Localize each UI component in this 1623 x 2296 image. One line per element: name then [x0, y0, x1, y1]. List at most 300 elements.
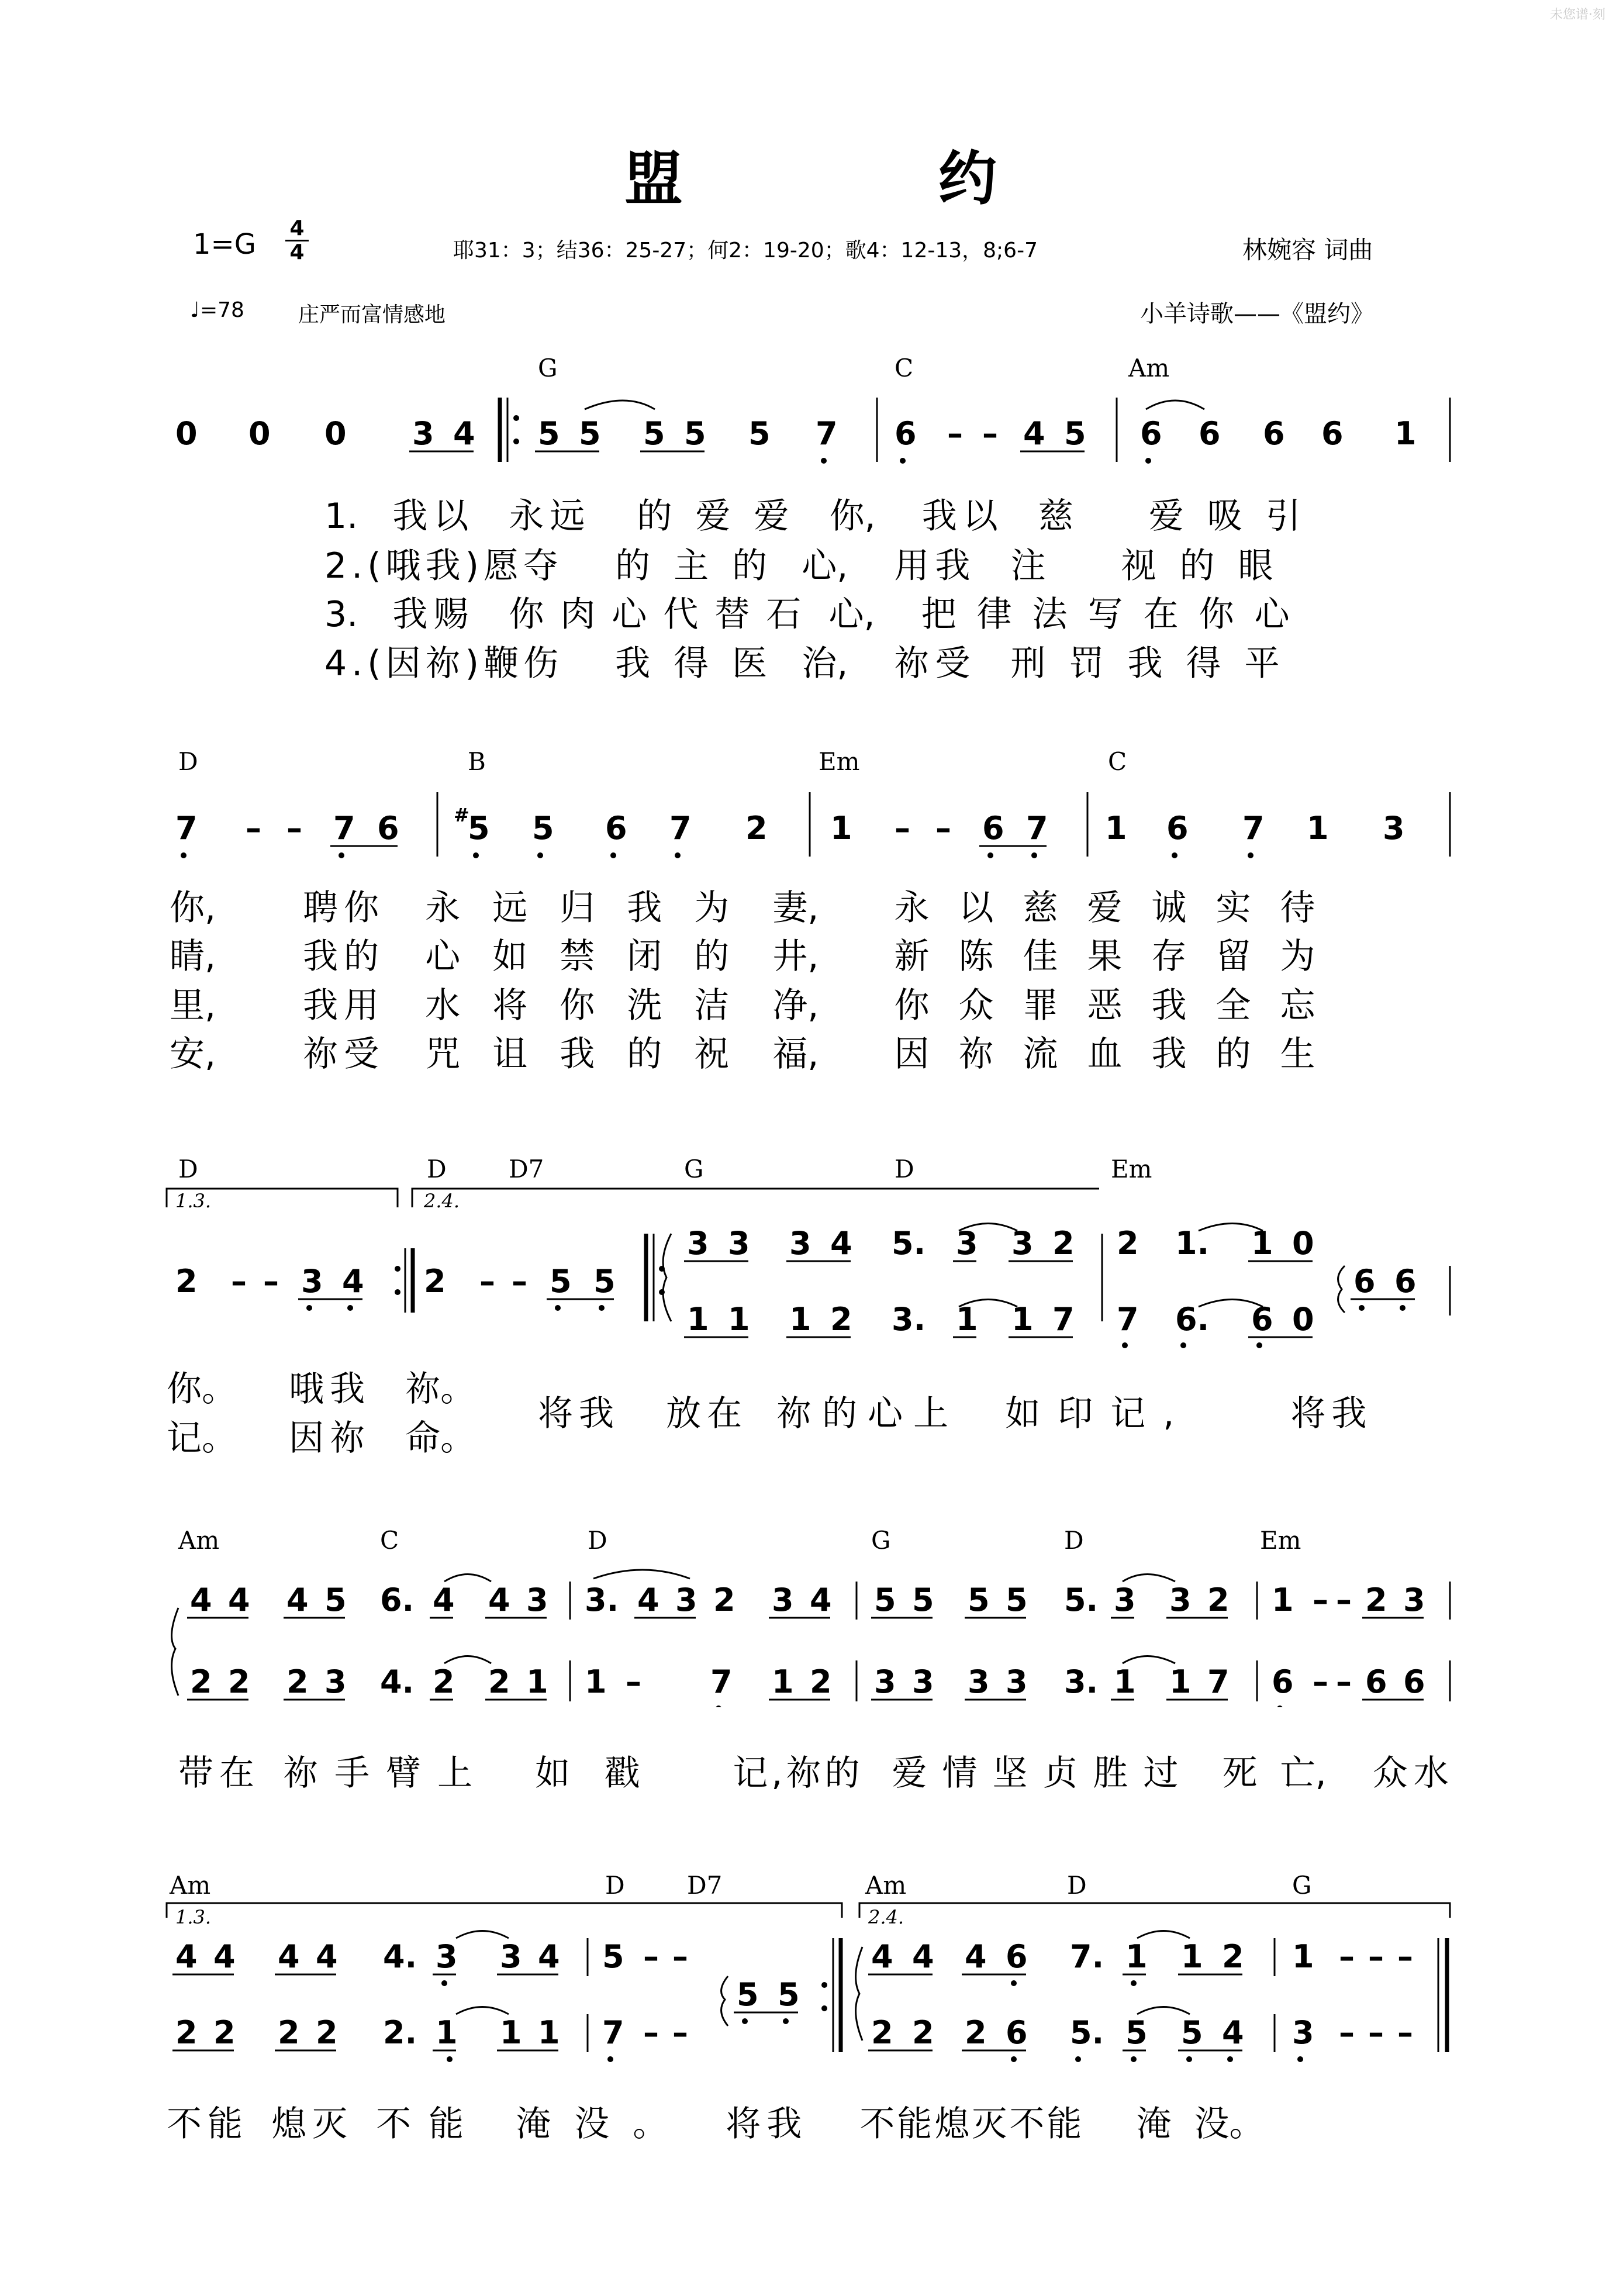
note: 3 — [687, 1225, 709, 1262]
lyric: 我赐 — [392, 594, 475, 635]
note: 5. — [1064, 1582, 1099, 1618]
note: 7 — [602, 2014, 624, 2051]
note: 2 — [213, 2014, 236, 2051]
note: 1 — [436, 2014, 458, 2051]
lyrics-v3 — [324, 586, 1310, 637]
note: 7. — [1070, 1938, 1104, 1975]
chord-label: Em — [1111, 1155, 1152, 1183]
note: 1 — [1181, 1938, 1203, 1975]
note: 5 — [1064, 415, 1086, 452]
lyric: 4.(因祢)鞭伤 — [324, 643, 564, 684]
note: 2 — [1117, 1225, 1139, 1262]
lyric: 把律法写在你心 — [921, 594, 1310, 635]
note: 1 — [1125, 1938, 1148, 1975]
dash: – — [935, 810, 951, 847]
note: 6 — [1140, 415, 1162, 452]
lyric: 聘你 — [303, 888, 385, 928]
note: 3 — [324, 1663, 347, 1700]
lyric: 爱吸引 — [1148, 496, 1324, 537]
chord-label: Em — [1260, 1526, 1301, 1555]
note: 4. — [383, 1938, 417, 1975]
chord-label: D — [588, 1526, 607, 1555]
chord-label: Am — [865, 1871, 907, 1900]
note-row — [175, 415, 1417, 452]
repeat-dots — [821, 1982, 827, 2011]
chord-label: D — [1064, 1526, 1084, 1555]
octave-dots — [821, 458, 1151, 464]
note: 3. — [892, 1301, 926, 1338]
note: 5 — [737, 1976, 759, 2013]
lyric: 新陈佳果存留为 — [894, 936, 1345, 977]
note: 6 — [1321, 415, 1344, 452]
meter-bottom: 4 — [285, 240, 309, 264]
dash: – — [1397, 1938, 1413, 1975]
note: 2 — [424, 1263, 446, 1300]
lyric: 死 — [1222, 1753, 1258, 1794]
note: 1 — [728, 1301, 750, 1338]
note: 2 — [488, 1663, 510, 1700]
note: 5 — [1181, 2014, 1203, 2051]
dash: – — [479, 1263, 495, 1300]
note: 7 — [333, 810, 355, 847]
note: 3 — [1006, 1663, 1028, 1700]
note: 6 — [1251, 1301, 1273, 1338]
chord-label: C — [1108, 747, 1127, 776]
note: 1 — [1394, 415, 1417, 452]
note: 5 — [468, 810, 490, 847]
lyric: 心如禁闭的 — [425, 936, 762, 977]
note-row — [175, 804, 1405, 847]
note: 2 — [1365, 1582, 1387, 1618]
dash: – — [512, 1263, 527, 1300]
lyric: 祢的心上 — [776, 1393, 959, 1434]
time-signature — [285, 217, 309, 264]
note: 5 — [874, 1582, 896, 1618]
note: 4 — [488, 1582, 510, 1618]
lyrics-s2v3 — [170, 978, 1344, 1028]
note: 7 — [1242, 810, 1265, 847]
note: 6 — [1353, 1263, 1376, 1300]
dash: – — [643, 2014, 659, 2051]
note: 2 — [713, 1582, 735, 1618]
lyric: 我以 — [921, 496, 1004, 537]
lyric: 水将你洗洁 — [425, 985, 762, 1026]
lyric: 你, — [170, 888, 216, 928]
chord-label: G — [1292, 1871, 1312, 1900]
note: 5 — [324, 1582, 347, 1618]
staff-system-2 — [0, 781, 1623, 880]
lyric: 慈 — [1038, 496, 1073, 537]
note: 5 — [579, 415, 601, 452]
note: 4 — [228, 1582, 250, 1618]
lyric: 因祢流血我的生 — [894, 1034, 1345, 1075]
note: 3 — [912, 1663, 934, 1700]
note: 3 — [874, 1663, 896, 1700]
lyric: 放在 — [666, 1393, 748, 1434]
note: 6 — [377, 810, 399, 847]
note: 6 — [895, 415, 917, 452]
note: 4 — [1222, 2014, 1244, 2051]
note: 5 — [602, 1938, 624, 1975]
lyric: 妻, — [772, 888, 819, 928]
staff-system-3 — [0, 1184, 1623, 1377]
lyric: 你, — [829, 496, 876, 537]
lyric: 永以慈爱诚实待 — [894, 888, 1345, 928]
lyric: 心, — [828, 594, 875, 635]
note: 7 — [816, 415, 838, 452]
note: 4 — [278, 1938, 300, 1975]
note: 3 — [412, 415, 434, 452]
lyric: 里, — [170, 985, 216, 1026]
note: 1 — [956, 1301, 978, 1338]
lyric: 我以 — [392, 496, 475, 537]
volta-first: 1.3. — [175, 1190, 212, 1212]
lyric: 2.(哦我)愿夺 — [324, 545, 564, 586]
lyric: 将我 — [1290, 1393, 1373, 1434]
repeat-dots — [513, 415, 519, 444]
note: 6 — [1403, 1663, 1425, 1700]
note: 2 — [912, 2014, 934, 2051]
dash: – — [672, 2014, 688, 2051]
lyric: 咒诅我的祝 — [425, 1034, 762, 1075]
lyrics-s5 — [167, 2096, 1265, 2146]
note: 6. — [1175, 1301, 1210, 1338]
lyrics-v1 — [324, 488, 1324, 538]
watermark: 未您谱·刻 — [1550, 8, 1605, 22]
note: 5 — [550, 1263, 572, 1300]
note: 1 — [526, 1663, 548, 1700]
lyric: 安, — [170, 1034, 216, 1075]
chord-label: B — [468, 747, 486, 776]
lyric: 刑罚我得平 — [1010, 643, 1303, 684]
note: 1 — [1307, 810, 1329, 847]
note: 1 — [1272, 1582, 1294, 1618]
underlines — [298, 1224, 1415, 1338]
volta-brackets — [167, 1189, 1099, 1207]
note: 1 — [500, 2014, 522, 2051]
author-credit: 林婉容 词曲 — [1242, 236, 1373, 264]
lyric: 心, — [802, 545, 848, 586]
note: 1 — [772, 1663, 794, 1700]
lyrics-v4 — [324, 636, 1303, 686]
note-row — [175, 1225, 1417, 1338]
lyric: 没。 — [1194, 2104, 1265, 2145]
lyric: 哦我 — [289, 1369, 371, 1410]
lyric: 用我 — [894, 545, 976, 586]
lyrics-s3c — [538, 1386, 1372, 1436]
dash: – — [1313, 1582, 1328, 1618]
note: 4 — [965, 1938, 987, 1975]
lyric: 永远归我为 — [425, 888, 762, 928]
lyric: 你。 — [167, 1369, 237, 1410]
chord-label: Am — [1128, 354, 1170, 382]
note-row — [175, 1938, 1413, 2051]
title-left-char: 盟 — [624, 144, 685, 213]
dash: – — [1336, 1663, 1352, 1700]
note: 3 — [1292, 2014, 1314, 2051]
lyric: 祢手臂上 — [283, 1753, 489, 1794]
note: 7 — [175, 810, 198, 847]
note: 2. — [383, 2014, 417, 2051]
note: 6 — [1365, 1663, 1387, 1700]
note: 2 — [810, 1663, 832, 1700]
note: 6 — [605, 810, 627, 847]
lyric: 将我 — [726, 2104, 808, 2145]
note: 6 — [982, 810, 1004, 847]
note: 3 — [728, 1225, 750, 1262]
volta-brackets — [167, 1903, 1450, 1918]
note: 1 — [1114, 1663, 1136, 1700]
lyric: 注 — [1010, 545, 1046, 586]
dash: – — [1368, 1938, 1384, 1975]
note: 1 — [585, 1663, 607, 1700]
staff-system-1 — [0, 386, 1623, 485]
lyric: 如 — [535, 1753, 571, 1794]
note: 1 — [1169, 1663, 1192, 1700]
note: 4 — [433, 1582, 455, 1618]
note: 2 — [278, 2014, 300, 2051]
note: 5 — [684, 415, 706, 452]
dash: – — [626, 1663, 641, 1700]
lyric: 你肉心代替石 — [509, 594, 818, 635]
lyrics-s2v1 — [170, 880, 1344, 930]
lyric: 淹 — [1136, 2104, 1172, 2145]
note: 2 — [316, 2014, 338, 2051]
key-signature: 1=G — [193, 228, 256, 261]
dash: – — [672, 1938, 688, 1975]
dash: – — [1339, 1938, 1355, 1975]
chord-label: G — [538, 354, 558, 382]
note: 3 — [1169, 1582, 1192, 1618]
lyric: 福, — [772, 1034, 819, 1075]
lyric: 命。 — [405, 1418, 476, 1459]
note: 4 — [871, 1938, 893, 1975]
note: 2 — [745, 810, 768, 847]
note: 4 — [342, 1263, 364, 1300]
note: 3 — [675, 1582, 697, 1618]
lyric: 熄灭 — [271, 2104, 354, 2145]
note: 4 — [912, 1938, 934, 1975]
lyric: 净, — [772, 985, 819, 1026]
note: 5 — [538, 415, 560, 452]
dash: – — [643, 1938, 659, 1975]
octave-dots — [181, 852, 1253, 858]
note: 2 — [871, 2014, 893, 2051]
chord-label: D — [178, 747, 198, 776]
note: 2 — [286, 1663, 309, 1700]
octave-dots — [306, 1305, 1406, 1348]
chord-label: D7 — [687, 1871, 723, 1900]
note: 0 — [1292, 1225, 1314, 1262]
note: 5 — [778, 1976, 800, 2013]
note: 5. — [892, 1225, 926, 1262]
chord-label: D — [1067, 1871, 1087, 1900]
lyrics-s3b — [167, 1410, 475, 1461]
note: 2 — [175, 2014, 198, 2051]
lyric: 众水 — [1372, 1753, 1455, 1794]
lyrics-v2 — [324, 538, 1297, 588]
note: 7 — [1117, 1301, 1139, 1338]
chord-label: C — [895, 354, 914, 382]
chord-label: D — [605, 1871, 625, 1900]
note: 0 — [1292, 1301, 1314, 1338]
lyric: 3. — [324, 594, 358, 635]
note: 6 — [1006, 1938, 1028, 1975]
lyric: 祢受 — [303, 1034, 385, 1075]
note: 6 — [1394, 1263, 1417, 1300]
note: 4 — [637, 1582, 659, 1618]
note: 7 — [710, 1663, 733, 1700]
note: 5 — [748, 415, 771, 452]
lyric: 的爱爱 — [637, 496, 813, 537]
expression-mark: 庄严而富情感地 — [298, 303, 446, 327]
note: 2 — [228, 1663, 250, 1700]
lyric: 1. — [324, 496, 358, 537]
lyric: 祢受 — [894, 643, 976, 684]
note: 6 — [1166, 810, 1189, 847]
note: 0 — [248, 415, 271, 452]
note: 3 — [1403, 1582, 1425, 1618]
underlines — [172, 1570, 1424, 1700]
note: 1 — [1011, 1301, 1034, 1338]
note: 6 — [1272, 1663, 1294, 1700]
lyric: 不能熄灭不能 — [859, 2104, 1085, 2145]
lyric: 我得医 — [615, 643, 791, 684]
meter-top: 4 — [289, 216, 305, 240]
note: 2 — [965, 2014, 987, 2051]
note: 2 — [830, 1301, 852, 1338]
note: 3 — [789, 1225, 811, 1262]
lyric: 带在 — [178, 1753, 260, 1794]
note: 4 — [1023, 415, 1045, 452]
note: 7 — [1207, 1663, 1230, 1700]
dash: – — [1313, 1663, 1328, 1700]
lyrics-s4 — [178, 1745, 1455, 1796]
dash: – — [895, 810, 910, 847]
sharp-sign: # — [454, 804, 469, 826]
note: 2 — [1207, 1582, 1230, 1618]
note: 3. — [585, 1582, 619, 1618]
staff-system-4 — [0, 1555, 1623, 1707]
note: 4 — [453, 415, 475, 452]
chord-label: Am — [170, 1871, 211, 1900]
note: 3 — [526, 1582, 548, 1618]
dash: – — [947, 415, 963, 452]
lyric: 将我 — [538, 1393, 620, 1434]
lyrics-s2v4 — [170, 1026, 1344, 1076]
note: 4 — [190, 1582, 212, 1618]
chord-label: D — [895, 1155, 914, 1183]
note: 2 — [433, 1663, 455, 1700]
note-row — [190, 1582, 1425, 1700]
note: 0 — [175, 415, 198, 452]
lyrics-s2v2 — [170, 928, 1344, 979]
note: 4 — [175, 1938, 198, 1975]
lyric: 爱情坚贞胜过 — [892, 1753, 1194, 1794]
note: 2 — [175, 1263, 198, 1300]
dash: – — [286, 810, 302, 847]
note: 5 — [968, 1582, 990, 1618]
note: 1. — [1175, 1225, 1210, 1262]
note: 2 — [190, 1663, 212, 1700]
dash: – — [1336, 1582, 1352, 1618]
volta-second: 2.4. — [424, 1190, 460, 1212]
lyric: 戳 — [605, 1753, 640, 1794]
lyric: 视的眼 — [1121, 545, 1297, 586]
note: 3 — [968, 1663, 990, 1700]
octave-dots — [716, 1705, 1283, 1707]
note: 6 — [1006, 2014, 1028, 2051]
volta-second: 2.4. — [868, 1906, 904, 1928]
note: 3 — [1011, 1225, 1034, 1262]
note: 1 — [538, 2014, 560, 2051]
title-right-char: 约 — [938, 144, 999, 213]
dash: – — [1368, 2014, 1384, 2051]
chord-label: C — [380, 1526, 399, 1555]
chord-label: Am — [178, 1526, 220, 1555]
note: 2 — [1222, 1938, 1244, 1975]
lyric: 永远 — [509, 496, 591, 537]
dash: – — [263, 1263, 279, 1300]
note: 6. — [380, 1582, 415, 1618]
note: 3. — [1064, 1663, 1099, 1700]
volta-first: 1.3. — [175, 1906, 212, 1928]
scripture-references: 耶31：3；结36：25-27；何2：19-20；歌4：12-13，8;6-7 — [453, 239, 1038, 263]
note: 5. — [1070, 2014, 1104, 2051]
dash: – — [982, 415, 998, 452]
lyrics-s3a — [167, 1361, 475, 1411]
note: 1 — [1292, 1938, 1314, 1975]
note: 4 — [830, 1225, 852, 1262]
tempo-mark: ♩=78 — [190, 298, 244, 322]
note: 5 — [1006, 1582, 1028, 1618]
note: 7 — [1026, 810, 1048, 847]
lyric: 亡, — [1280, 1753, 1327, 1794]
note: 1 — [687, 1301, 709, 1338]
note: 3 — [436, 1938, 458, 1975]
note: 0 — [324, 415, 347, 452]
note: 5 — [1125, 2014, 1148, 2051]
lyric: 的主的 — [615, 545, 791, 586]
note: 4 — [538, 1938, 560, 1975]
lyric: 因祢 — [289, 1418, 371, 1459]
lyric: 不能 — [167, 2104, 248, 2145]
dash: – — [1397, 2014, 1413, 2051]
lyric: 淹没。 — [516, 2104, 692, 2145]
note: 1 — [789, 1301, 811, 1338]
note: 5 — [532, 810, 554, 847]
note: 3 — [301, 1263, 323, 1300]
note: 3 — [1383, 810, 1405, 847]
lyric: 如印记, — [1005, 1393, 1192, 1434]
note: 4 — [213, 1938, 236, 1975]
lyric: 睛, — [170, 936, 216, 977]
chord-label: G — [684, 1155, 704, 1183]
dash: – — [1339, 2014, 1355, 2051]
chord-label: G — [871, 1526, 891, 1555]
lyric: 井, — [772, 936, 819, 977]
lyric: 我用 — [303, 985, 385, 1026]
staff-system-5 — [0, 1894, 1623, 2070]
note: 4 — [810, 1582, 832, 1618]
dash: – — [246, 810, 261, 847]
note: 4. — [380, 1663, 415, 1700]
note: 3 — [772, 1582, 794, 1618]
note: 3 — [956, 1225, 978, 1262]
note: 1 — [1105, 810, 1127, 847]
lyric: 祢。 — [405, 1369, 476, 1410]
chord-label: D — [427, 1155, 447, 1183]
